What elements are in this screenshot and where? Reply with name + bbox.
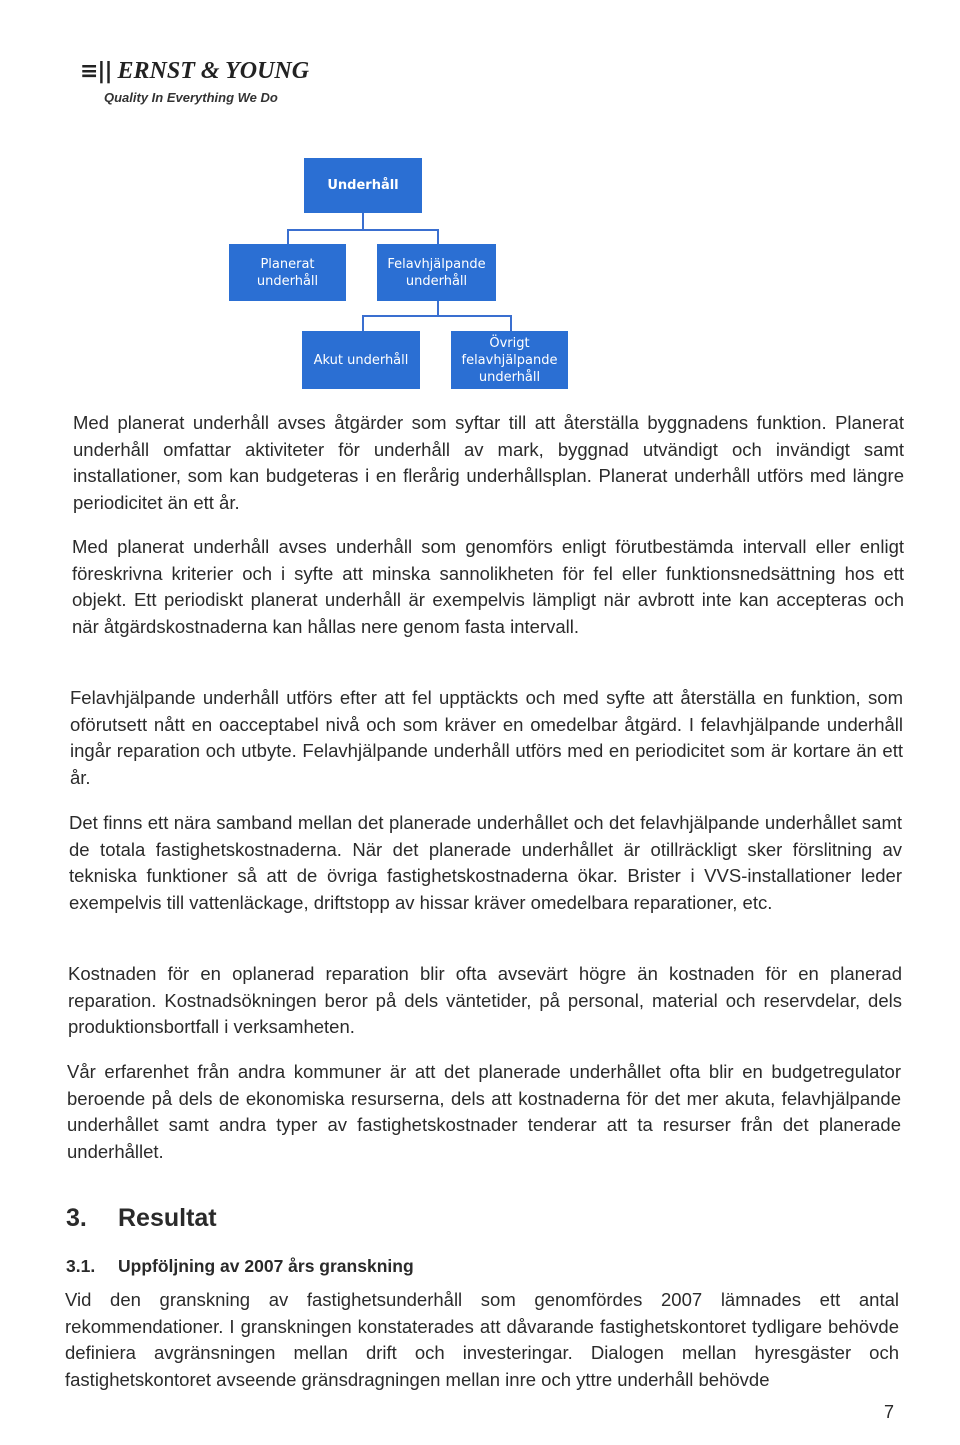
connector [362, 315, 364, 331]
org-node-akut: Akut underhåll [302, 331, 420, 389]
ey-logo-mark: ≡|| [80, 59, 112, 84]
org-node-felavhjalpande: Felavhjälpande underhåll [377, 244, 496, 301]
paragraph-followup: Vid den granskning av fastighetsunderhåll som genomfördes 2007 lämnades ett antal rekommendationer. I granskningen konstaterades att dåvarande fastighetskontoret tydligare behövde definiera avgränsningen mellan drift och investeringar. Dialogen mellan hyresgäster och fastighetskontoret avseende gränsdragningen mellan inre och yttre underhåll behövde [65, 1289, 899, 1391]
connector [362, 213, 364, 230]
connector [437, 301, 439, 316]
connector [510, 315, 512, 331]
paragraph-experience: Vår erfarenhet från andra kommuner är att det planerade underhållet ofta blir en budgetregulator beroende på dels de ekonomiska resurserna, dels att kostnaderna för det mer akuta, felavhjälpande underhållet samt andra typer av fastighetskostnader tenderar att ta resurser från det planerade underhållet. [67, 1061, 901, 1163]
company-tagline: Quality In Everything We Do [104, 90, 278, 105]
connector [362, 315, 512, 317]
paragraph-planned-maintenance: Med planerat underhåll avses åtgärder som syftar till att återställa byggnadens funktion. Planerat underhåll omfattar aktiviteter för underhåll av mark, byggnad utvändigt och invändigt samt installationer, som kan budgeteras i en flerårig underhållsplan. Planerat underhåll utförs med längre periodicitet än ett år. [73, 412, 904, 514]
subsection-heading [66, 1256, 414, 1277]
paragraph-corrective-maintenance: Felavhjälpande underhåll utförs efter att fel upptäckts och med syfte att återställa en funktion, som oförutsett nått en oacceptabel nivå och som kräver en omedelbar åtgärd. I felavhjälpande underhåll ingår reparation och utbyte. Felavhjälpande underhåll utförs med en periodicitet som är kortare än ett år. [70, 687, 903, 789]
org-node-underhall: Underhåll [304, 158, 422, 213]
ernst-young-logo [80, 58, 309, 85]
connector [287, 229, 289, 244]
paragraph-unplanned-cost: Kostnaden för en oplanerad reparation blir ofta avsevärt högre än kostnaden för en planerad reparation. Kostnadsökningen beror på dels väntetider, på personal, material och reservdelar, dels produktionsbortfall i verksamheten. [68, 963, 902, 1038]
page-number: 7 [884, 1402, 895, 1422]
paragraph-planned-intervals: Med planerat underhåll avses underhåll som genomförs enligt förutbestämda intervall eller enligt föreskrivna kriterier och i syfte att minska sannolikheten för fel eller funktionsnedsättning hos ett objekt. Ett periodiskt planerat underhåll är exempelvis lämpligt när avbrott inte kan accepteras och när åtgärdskostnaderna kan hållas nere genom fasta intervall. [72, 536, 904, 638]
connector [437, 229, 439, 244]
subsection-number: 3.1. [66, 1256, 96, 1276]
connector [287, 229, 439, 231]
section-title: Resultat [118, 1204, 217, 1232]
section-heading [66, 1204, 217, 1233]
company-name: ERNST & YOUNG [117, 58, 310, 84]
section-number: 3. [66, 1204, 87, 1232]
subsection-title: Uppföljning av 2007 års granskning [118, 1256, 414, 1276]
org-node-planerat: Planerat underhåll [229, 244, 346, 301]
paragraph-cost-relationship: Det finns ett nära samband mellan det planerade underhållet och det felavhjälpande underhållet samt de totala fastighetskostnaderna. När det planerade underhållet är otillräckligt sker förslitning av tekniska funktioner så att de övriga fastighetskostnaderna ökar. Brister i VVS-installationer leder exempelvis till vattenläckage, driftstopp av hissar kräver omedelbara reparationer, etc. [69, 812, 902, 914]
org-node-ovrigt: Övrigt felavhjälpande underhåll [451, 331, 568, 389]
